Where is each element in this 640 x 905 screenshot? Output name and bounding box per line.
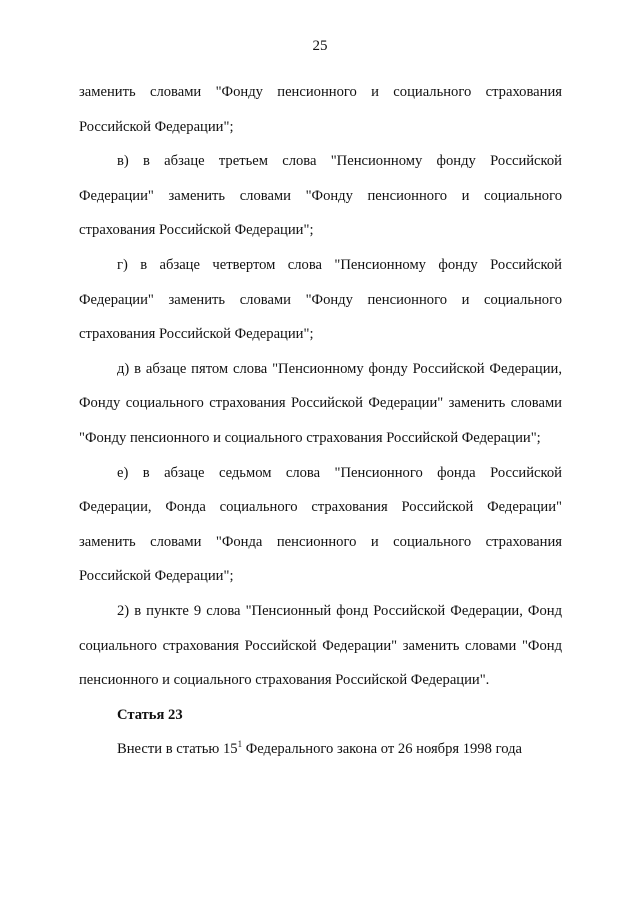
article-intro-superscript: 1: [237, 739, 243, 750]
paragraph-item-e: е) в абзаце седьмом слова "Пенсионного фонда Российской Федерации, Фонда социального страхования Российской Федерации" заменить словами "Фонда пенсионного и социального страхования Российской Федерации";: [79, 464, 562, 585]
paragraph-item-d: д) в абзаце пятом слова "Пенсионному фонду Российской Федерации, Фонду социального страхования Российской Федерации" заменить словами "Фонду пенсионного и социального страхования Российской Федерации";: [79, 360, 562, 446]
document-body: [79, 75, 562, 767]
paragraph-item-v: в) в абзаце третьем слова "Пенсионному фонду Российской Федерации" заменить словами "Фонду пенсионного и социального страхования Российской Федерации";: [79, 153, 562, 239]
paragraph-item-g: г) в абзаце четвертом слова "Пенсионному фонду Российской Федерации" заменить словами "Фонду пенсионного и социального страхования Российской Федерации";: [79, 256, 562, 343]
article-intro-before: Внести в статью 15: [117, 741, 238, 758]
page-number: 25: [312, 38, 328, 54]
article-intro: [79, 732, 562, 767]
paragraph-item-2: 2) в пункте 9 слова "Пенсионный фонд Российской Федерации, Фонд социального страхования Российской Федерации" заменить словами "Фонд пенсионного и социального страхования Российской Федерации".: [79, 602, 562, 689]
paragraph-continuation: заменить словами "Фонду пенсионного и социального страхования Российской Федерации";: [79, 84, 562, 135]
article-heading: Статья 23: [117, 706, 183, 723]
article-intro-after: Федерального закона от 26 ноября 1998 года: [242, 741, 523, 758]
